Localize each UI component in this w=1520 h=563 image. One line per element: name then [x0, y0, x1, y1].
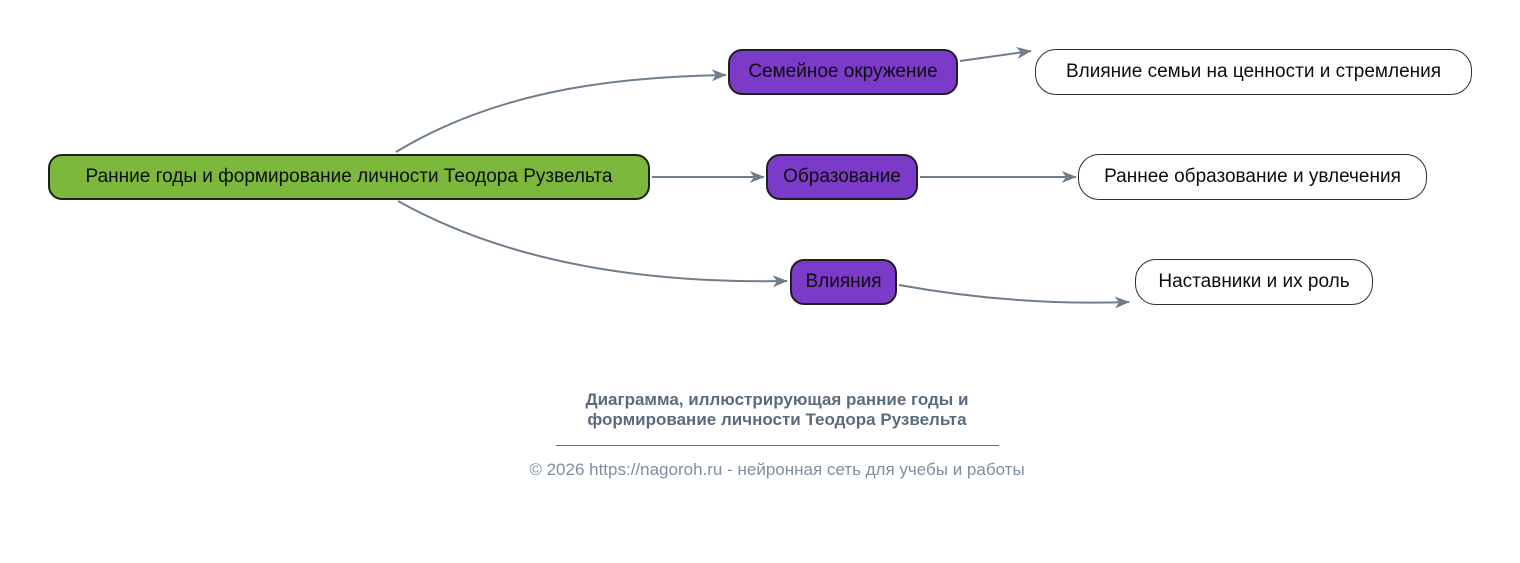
leaf-node-early-education: Раннее образование и увлечения	[1078, 154, 1427, 200]
branch-node-influences: Влияния	[790, 259, 897, 305]
edge-root-to-family	[396, 75, 726, 152]
caption-line-1: Диаграмма, иллюстрирующая ранние годы и	[585, 390, 969, 409]
root-node: Ранние годы и формирование личности Теодора Рузвельта	[48, 154, 650, 200]
branch-node-education: Образование	[766, 154, 918, 200]
edge-root-to-influences	[398, 201, 787, 281]
caption-line-2: формирование личности Теодора Рузвельта	[587, 409, 967, 429]
leaf-node-family-values: Влияние семьи на ценности и стремления	[1035, 49, 1472, 95]
diagram-footer	[427, 390, 1127, 480]
caption-divider-line	[556, 445, 999, 446]
edge-family-to-values	[960, 51, 1031, 61]
diagram-caption	[585, 390, 968, 429]
edge-influences-to-mentors	[899, 285, 1129, 303]
leaf-node-mentors: Наставники и их роль	[1135, 259, 1373, 305]
branch-node-family: Семейное окружение	[728, 49, 958, 95]
copyright-text: © 2026 https://nagoroh.ru - нейронная сеть для учебы и работы	[529, 460, 1025, 479]
